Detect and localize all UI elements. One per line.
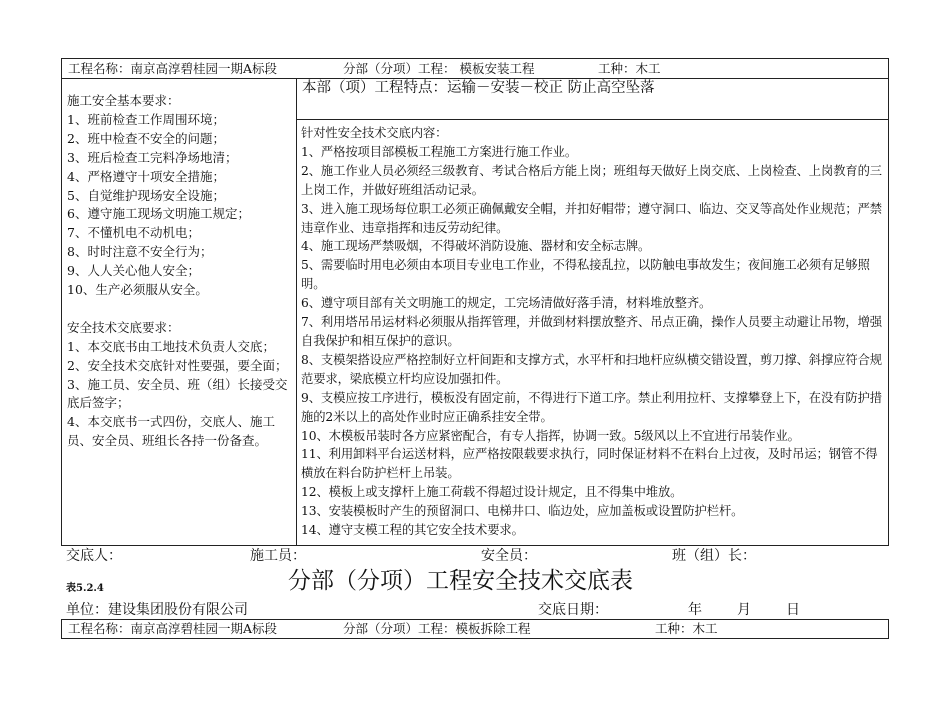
table-right-border (888, 58, 889, 546)
spacer (67, 300, 293, 319)
trade-label: 工种：木工 (598, 61, 661, 76)
basic-requirement-item: 4、严格遵守十项安全措施； (67, 168, 225, 184)
handover-date-label: 交底日期： (538, 602, 608, 618)
basic-requirement-item: 7、不懂机电不动机电； (67, 225, 200, 241)
second-table-right-border (888, 619, 889, 639)
handover-requirement-item: 2、安全技术交底针对性要强，要全面； (67, 357, 288, 373)
table-top-border (61, 58, 889, 59)
second-trade-label: 工种：木工 (655, 621, 718, 636)
specific-content-item: 4、施工现场严禁吸烟，不得破坏消防设施、器材和安全标志牌。 (301, 239, 651, 254)
project-characteristics: 本部（项）工程特点：运输－安装－校正 防止高空坠落 (302, 80, 655, 96)
specific-content-item: 9、支模应按工序进行，模板没有固定前，不得进行下道工序。禁止利用拉杆、支撑攀登上下，在没有防护措施的2米以上的高处作业时应正确系挂安全带。 (301, 390, 882, 424)
specific-content-item: 11、利用卸料平台运送材料，应严格按限载要求执行，同时保证材料不在料台上过夜，及时吊运；钢管不得横放在料台防护栏杆上吊装。 (301, 447, 878, 481)
second-sub-project-name: 分部（分项）工程：模板拆除工程 (343, 621, 531, 636)
signature-constructor: 施工员： (250, 548, 306, 564)
specific-content-item: 1、严格按项目部模板工程施工方案进行施工作业。 (301, 144, 578, 159)
handover-requirement-item: 4、本交底书一式四份，交底人、施工员、安全员、班组长各持一份备查。 (67, 414, 275, 449)
basic-requirement-item: 6、遵守施工现场文明施工规定； (67, 206, 250, 222)
handover-requirement-item: 3、施工员、安全员、班（组）长接受交底后签字； (67, 376, 288, 411)
date-day: 日 (786, 602, 800, 618)
basic-requirement-item: 9、人人关心他人安全； (67, 263, 200, 279)
specific-content-item: 2、施工作业人员必须经三级教育、考试合格后方能上岗；班组每天做好上岗交底、上岗检查、上岗教育的三上岗工作，并做好班组活动记录。 (301, 163, 882, 197)
form-title: 分部（分项）工程安全技术交底表 (288, 568, 633, 594)
signature-safety-officer: 安全员： (481, 548, 537, 564)
specific-content-item: 5、需要临时用电必须由本项目专业电工作业，不得私接乱拉，以防触电事故发生；夜间施工必须有足够照明。 (301, 258, 870, 292)
column-divider (296, 78, 297, 546)
table-left-border (61, 58, 62, 546)
date-year: 年 (688, 602, 702, 618)
characteristics-row-divider (296, 119, 889, 120)
project-name: 工程名称：南京高淳碧桂园一期A标段 (68, 61, 278, 76)
basic-requirement-item: 10、生产必须服从安全。 (67, 282, 208, 298)
second-project-name: 工程名称：南京高淳碧桂园一期A标段 (68, 621, 278, 636)
specific-content-item: 14、遵守支模工程的其它安全技术要求。 (301, 523, 524, 538)
sub-project-name: 分部（分项）工程： 模板安装工程 (343, 61, 535, 76)
basic-requirement-item: 5、自觉维护现场安全设施； (67, 187, 225, 203)
specific-content-item: 13、安装模板时产生的预留洞口、电梯井口、临边处，应加盖板或设置防护栏杆。 (301, 504, 744, 519)
specific-content-item: 6、遵守项目部有关文明施工的规定，工完场清做好落手清，材料堆放整齐。 (301, 296, 712, 311)
specific-content-item: 3、进入施工现场每位职工必须正确佩戴安全帽，并扣好帽带；遵守洞口、临边、交叉等高处作业规范；严禁违章作业、违章指挥和违反劳动纪律。 (301, 201, 882, 235)
signature-team-leader: 班（组）长： (672, 548, 756, 564)
table-number: 表5.2.4 (66, 583, 104, 594)
basic-requirement-item: 2、班中检查不安全的问题； (67, 130, 225, 146)
second-table-row-divider (61, 638, 889, 639)
specific-content-item: 12、模板上或支撑杆上施工荷载不得超过设计规定，且不得集中堆放。 (301, 485, 683, 500)
specific-content-item: 10、木模板吊装时各方应紧密配合，有专人指挥，协调一致。5级风以上不宜进行吊装作业。 (301, 428, 800, 443)
basic-requirement-item: 8、时时注意不安全行为； (67, 244, 213, 260)
basic-requirement-item: 3、班后检查工完料净场地清； (67, 149, 238, 165)
company-unit: 单位：建设集团股份有限公司 (66, 602, 248, 618)
basic-requirement-item: 1、班前检查工作周围环境； (67, 111, 225, 127)
specific-content-item: 8、支模架搭设应严格控制好立杆间距和支撑方式，水平杆和扫地杆应纵横交错设置，剪刀撑、斜撑应符合规范要求，梁底模立杆均应设加强扣件。 (301, 352, 882, 386)
table-bottom-border (61, 545, 889, 546)
second-table-left-border (61, 619, 62, 639)
date-month: 月 (737, 602, 751, 618)
specific-content-item: 7、利用塔吊吊运材料必须服从指挥管理，并做到材料摆放整齐、吊点正确，操作人员要主动避让吊物，增强自我保护和相互保护的意识。 (301, 315, 882, 348)
handover-requirement-item: 1、本交底书由工地技术负责人交底； (67, 338, 275, 354)
left-requirements-column (67, 92, 293, 451)
signature-handover-person: 交底人： (66, 548, 122, 564)
handover-requirements-title: 安全技术交底要求： (67, 319, 180, 335)
specific-content-column (301, 124, 887, 540)
basic-requirements-title: 施工安全基本要求： (67, 93, 180, 108)
specific-content-title: 针对性安全技术交底内容： (301, 126, 448, 140)
